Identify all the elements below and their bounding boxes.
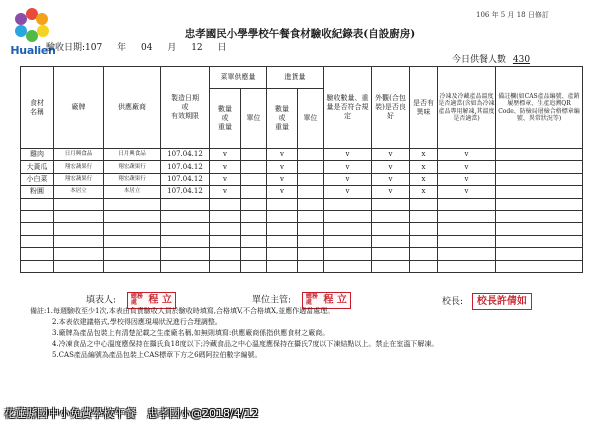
cell-q1 <box>210 260 241 272</box>
cell-remark <box>496 186 583 198</box>
cell-q1 <box>210 210 241 222</box>
cell-u1 <box>241 149 267 161</box>
cell-c4 <box>438 248 496 260</box>
header-remarks: 備註欄(如CAS產品編號、產銷履歷標章、生產追溯QR Code、防檢局屠檢合格標章編號、異常狀況等) <box>496 67 583 149</box>
header-unit-2: 單位 <box>298 89 324 149</box>
header-mfg-date: 製造日期 或 有效期限 <box>161 67 210 149</box>
month-unit: 月 <box>167 43 177 53</box>
cell-q2: v <box>267 161 298 173</box>
cell-c3 <box>410 223 438 235</box>
cell-c4: v <box>438 161 496 173</box>
principal-label: 校長: <box>442 297 464 307</box>
cell-brand <box>54 235 104 247</box>
cell-remark <box>496 235 583 247</box>
cell-c3 <box>410 210 438 222</box>
cell-q1: v <box>210 149 241 161</box>
cell-brand <box>54 248 104 260</box>
cell-q1 <box>210 235 241 247</box>
cell-brand <box>54 210 104 222</box>
cell-u1 <box>241 198 267 210</box>
note-4: 4.冷凍食品之中心溫度應保持在攝氏負18度以下;冷藏食品之中心溫度應保持在攝氏7度以下凍結點以上。禁止在室溫下解凍。 <box>52 340 439 348</box>
header-qty-weight: 數量 或 重量 <box>210 89 241 149</box>
cell-c1 <box>324 235 372 247</box>
cell-c3: x <box>410 186 438 198</box>
cell-c4: v <box>438 173 496 185</box>
table-row <box>21 173 583 185</box>
revised-date: 106 年 5 月 18 日修訂 <box>476 11 549 19</box>
header-frozen: 冷凍及冷藏產品溫度是否適當(含如為冷凍產品專用解凍,其溫度是否適當) <box>438 67 496 149</box>
cell-remark <box>496 223 583 235</box>
cell-name <box>21 248 54 260</box>
cell-c2 <box>372 235 410 247</box>
cell-c4 <box>438 198 496 210</box>
cell-u1 <box>241 248 267 260</box>
cell-u2 <box>298 260 324 272</box>
cell-c3: x <box>410 173 438 185</box>
table-row <box>21 198 583 210</box>
cell-supplier <box>104 198 161 210</box>
cell-c4 <box>438 223 496 235</box>
cell-c2 <box>372 198 410 210</box>
cell-u2 <box>298 149 324 161</box>
cell-remark <box>496 173 583 185</box>
cell-c3: x <box>410 149 438 161</box>
cell-c4: v <box>438 149 496 161</box>
cell-c3 <box>410 260 438 272</box>
cell-brand <box>54 198 104 210</box>
cell-q1: v <box>210 161 241 173</box>
cell-supplier <box>104 223 161 235</box>
cell-brand <box>54 223 104 235</box>
cell-q2: v <box>267 149 298 161</box>
cell-remark <box>496 161 583 173</box>
notes <box>30 306 590 361</box>
supply-count <box>452 52 530 65</box>
cell-supplier <box>104 210 161 222</box>
table-row <box>21 210 583 222</box>
cell-c3 <box>410 235 438 247</box>
cell-c2: v <box>372 161 410 173</box>
cell-supplier: 日月興食品 <box>104 149 161 161</box>
cell-c1: v <box>324 149 372 161</box>
cell-u2 <box>298 173 324 185</box>
logo-text: Hualien <box>10 44 56 57</box>
cell-c2 <box>372 223 410 235</box>
cell-remark <box>496 248 583 260</box>
cell-supplier: 本居立 <box>104 186 161 198</box>
table-row <box>21 235 583 247</box>
header-delivered: 進貨量 <box>267 67 324 89</box>
cell-q2: v <box>267 186 298 198</box>
inspection-date <box>46 40 239 53</box>
inspection-table <box>20 66 583 273</box>
date-label: 驗收日期:107 <box>46 43 103 53</box>
cell-c1 <box>324 248 372 260</box>
cell-c3 <box>410 198 438 210</box>
cell-brand: 本居立 <box>54 186 104 198</box>
header-qty-weight-2: 數量 或 重量 <box>267 89 298 149</box>
cell-u1 <box>241 260 267 272</box>
cell-remark <box>496 149 583 161</box>
day-value: 12 <box>191 43 203 53</box>
cell-date: 107.04.12 <box>161 149 210 161</box>
cell-name <box>21 198 54 210</box>
cell-u1 <box>241 210 267 222</box>
cell-q2: v <box>267 173 298 185</box>
cell-remark <box>496 210 583 222</box>
header-ordered: 菜單供應量 <box>210 67 267 89</box>
cell-q1 <box>210 198 241 210</box>
cell-q1 <box>210 248 241 260</box>
cell-c2: v <box>372 149 410 161</box>
cell-c1: v <box>324 161 372 173</box>
cell-supplier <box>104 248 161 260</box>
cell-c4 <box>438 235 496 247</box>
table-row <box>21 260 583 272</box>
note-3: 3.廠牌為產品包裝上有清楚記載之生產廠名稱,如無則填寫:供應廠商係指供應食材之廠商。 <box>52 329 330 337</box>
supply-count-value: 430 <box>512 55 531 65</box>
cell-name: 小白菜 <box>21 173 54 185</box>
principal-signature <box>442 292 532 307</box>
cell-u2 <box>298 248 324 260</box>
cell-c3: x <box>410 161 438 173</box>
cell-u2 <box>298 235 324 247</box>
principal-stamp: 校長許倩如 <box>472 293 532 310</box>
cell-name: 粉圓 <box>21 186 54 198</box>
cell-c1 <box>324 198 372 210</box>
cell-date <box>161 235 210 247</box>
cell-supplier <box>104 260 161 272</box>
cell-u1 <box>241 161 267 173</box>
cell-brand: 日月興食品 <box>54 149 104 161</box>
cell-c4 <box>438 260 496 272</box>
cell-u1 <box>241 186 267 198</box>
cell-c2 <box>372 248 410 260</box>
cell-date <box>161 198 210 210</box>
watermark-caption: 花蓮縣國中小免費學校午餐 忠孝國小@2018/4/12 <box>4 407 259 420</box>
month-value: 04 <box>140 43 153 53</box>
table-row <box>21 149 583 161</box>
cell-q2 <box>267 235 298 247</box>
page-title: 忠孝國民小學學校午餐食材驗收紀錄表(自設廚房) <box>184 28 416 40</box>
cell-c2: v <box>372 186 410 198</box>
note-5: 5.CAS產品編號為產品包裝上CAS標章下方之6碼阿拉伯數字編號。 <box>52 351 262 359</box>
year-unit: 年 <box>117 43 127 53</box>
filler-label: 填表人: <box>86 295 117 306</box>
cell-brand <box>54 260 104 272</box>
cell-c3 <box>410 248 438 260</box>
cell-c1: v <box>324 173 372 185</box>
cell-c2 <box>372 210 410 222</box>
cell-brand: 翔宏蔬果行 <box>54 173 104 185</box>
header-supplier: 供應廠商 <box>104 67 161 149</box>
cell-q2 <box>267 198 298 210</box>
cell-name: 雞肉 <box>21 149 54 161</box>
cell-name <box>21 210 54 222</box>
cell-u2 <box>298 198 324 210</box>
note-2: 2.本表依建議格式,學校得因應現場狀況進行合理調整。 <box>52 318 222 326</box>
supervisor-stamp-name: 程 立 <box>323 294 347 306</box>
cell-supplier <box>104 235 161 247</box>
header-inspection: 驗收數量、重量是否符合規定 <box>324 67 372 149</box>
cell-name: 大黃瓜 <box>21 161 54 173</box>
cell-u1 <box>241 223 267 235</box>
cell-supplier: 翔宏蔬果行 <box>104 161 161 173</box>
cell-name <box>21 260 54 272</box>
cell-brand: 翔宏蔬果行 <box>54 161 104 173</box>
supervisor-label: 單位主管: <box>252 295 292 306</box>
note-1: 備註:1.每週驗收至少1次,本表由負責驗收人員於驗收時填寫,合格填V,不合格填X,並應作適當處理。 <box>30 307 335 315</box>
cell-u2 <box>298 223 324 235</box>
cell-date <box>161 260 210 272</box>
cell-date <box>161 248 210 260</box>
table-row <box>21 248 583 260</box>
day-unit: 日 <box>217 43 227 53</box>
supply-count-label: 今日供餐人數 <box>452 55 507 65</box>
supervisor-stamp-small: 總務處 <box>305 293 318 306</box>
header-manufacturer: 廠牌 <box>54 67 104 149</box>
cell-q2 <box>267 248 298 260</box>
header-food-name: 食材 名稱 <box>21 67 54 149</box>
cell-remark <box>496 198 583 210</box>
cell-q1 <box>210 223 241 235</box>
cell-c2 <box>372 260 410 272</box>
cell-u2 <box>298 210 324 222</box>
cell-q1: v <box>210 173 241 185</box>
cell-q1: v <box>210 186 241 198</box>
table-row <box>21 161 583 173</box>
cell-c4: v <box>438 186 496 198</box>
cell-q2 <box>267 223 298 235</box>
cell-date: 107.04.12 <box>161 186 210 198</box>
cell-name <box>21 235 54 247</box>
cell-c4 <box>438 210 496 222</box>
cell-c2: v <box>372 173 410 185</box>
filler-stamp-small: 總務處 <box>130 293 143 306</box>
cell-remark <box>496 260 583 272</box>
cell-c1 <box>324 210 372 222</box>
cell-c1: v <box>324 186 372 198</box>
cell-c1 <box>324 260 372 272</box>
cell-u1 <box>241 235 267 247</box>
filler-stamp-name: 程 立 <box>148 294 172 306</box>
cell-u2 <box>298 186 324 198</box>
cell-date <box>161 223 210 235</box>
cell-u2 <box>298 161 324 173</box>
cell-date: 107.04.12 <box>161 161 210 173</box>
table-row <box>21 223 583 235</box>
cell-q2 <box>267 260 298 272</box>
cell-q2 <box>267 210 298 222</box>
cell-name <box>21 223 54 235</box>
table-row <box>21 186 583 198</box>
cell-u1 <box>241 173 267 185</box>
cell-date: 107.04.12 <box>161 173 210 185</box>
cell-c1 <box>324 223 372 235</box>
header-unit: 單位 <box>241 89 267 149</box>
header-appearance: 外觀(合包裝)是否良好 <box>372 67 410 149</box>
cell-date <box>161 210 210 222</box>
header-odor: 是否有異味 <box>410 67 438 149</box>
cell-supplier: 翔宏蔬果行 <box>104 173 161 185</box>
